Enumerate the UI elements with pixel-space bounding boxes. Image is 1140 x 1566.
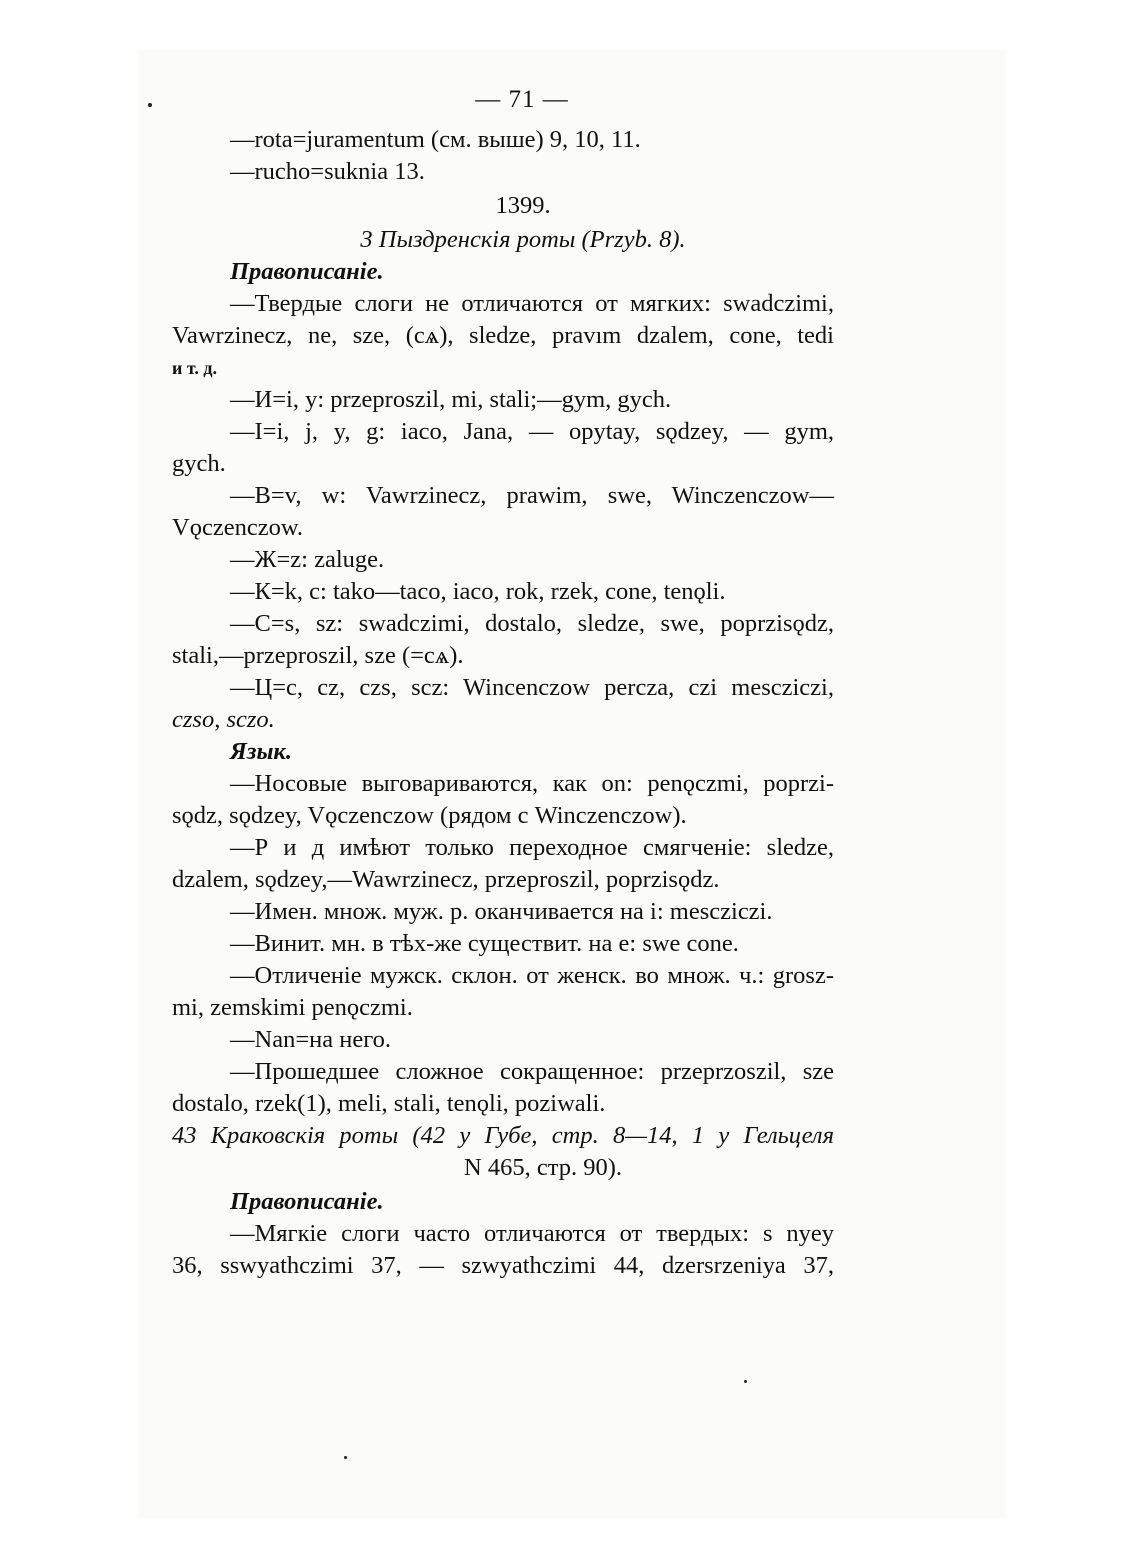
text-line: —rota=juramentum (см. выше) 9, 10, 11. [230, 126, 641, 153]
text-line: Vawrzinecz, ne, sze, (сѧ), sledze, pravım dzalem, cone, tedi [172, 322, 834, 349]
text-line: —I=i, j, y, g: iaco, Jana, — opytay, sǫdzey, — gym, [230, 418, 834, 445]
text-line: —Отличеніе мужск. склон. от женск. во множ. ч.: grosz- [230, 962, 834, 989]
text-line: —Р и д имѣют только переходное смягченіе: sledze, [230, 834, 834, 861]
subheading-orthography: Правописаніе. [230, 1188, 384, 1215]
text-line: dostalo, rzek(1), meli, stali, tenǫli, poziwali. [172, 1090, 606, 1117]
speck [344, 1456, 347, 1459]
text-line: —Твердые слоги не отличаются от мягких: swadczimi, [230, 290, 834, 317]
text-line: —Nan=на него. [230, 1026, 392, 1053]
text-line: —Ц=c, cz, czs, scz: Wincenczow percza, czi mescziczi, [230, 674, 834, 701]
page-number-header: — 71 — [475, 86, 569, 113]
speck [744, 1380, 747, 1383]
section-heading: 43 Краковскія роты (42 у Губе, стр. 8—14, 1 у Гельцеля [172, 1122, 834, 1149]
text-line: —Винит. мн. в тѣх-же существит. на e: swe cone. [230, 930, 739, 957]
year-heading: 1399. [495, 192, 551, 219]
text-line: —Мягкіе слоги часто отличаются от твердых: s nyey [230, 1220, 834, 1247]
text-line: —К=k, c: tako—taco, iaco, rok, rzek, cone, tenǫli. [230, 578, 726, 605]
text-line: и т. д. [172, 358, 217, 378]
text-line: 36, sswyathczimi 37, — szwyathczimi 44, dzersrzeniya 37, [172, 1252, 834, 1279]
text-line: gych. [172, 450, 226, 477]
text-line: —rucho=suknia 13. [230, 158, 425, 185]
text-line: —И=i, y: przeproszil, mi, stali;—gym, gych. [230, 386, 672, 413]
text-line: czso, sczo. [172, 706, 275, 733]
text-line: sǫdz, sǫdzey, Vǫczenczow (рядом с Winczenczow). [172, 802, 687, 829]
section-heading: 3 Пыздренскія роты (Przyb. 8). [360, 226, 686, 253]
page-text [172, 84, 834, 1282]
section-heading-continued: N 465, стр. 90). [464, 1154, 622, 1181]
text-line: stali,—przeproszil, sze (=сѧ). [172, 642, 464, 669]
text-line: mi, zemskimi penǫczmi. [172, 994, 413, 1021]
text-line: —Прошедшее сложное сокращенное: przeprzoszil, sze [230, 1058, 834, 1085]
text-line: —С=s, sz: swadczimi, dostalo, sledze, swe, poprzisǫdz, [230, 610, 834, 637]
text-line: dzalem, sǫdzey,—Wawrzinecz, przeproszil, poprzisǫdz. [172, 866, 720, 893]
text-line: Vǫczenczow. [172, 514, 304, 541]
text-line: —Ж=z: zaluge. [230, 546, 385, 573]
speck [148, 103, 152, 107]
text-line: —Имен. множ. муж. р. оканчивается на i: mescziczi. [230, 898, 773, 925]
text-line: —В=v, w: Vawrzinecz, prawim, swe, Winczenczow— [230, 482, 834, 509]
subheading-language: Язык. [230, 738, 292, 765]
text-line: —Носовые выговариваются, как on: penǫczmi, poprzi- [230, 770, 834, 797]
subheading-orthography: Правописаніе. [230, 258, 384, 285]
